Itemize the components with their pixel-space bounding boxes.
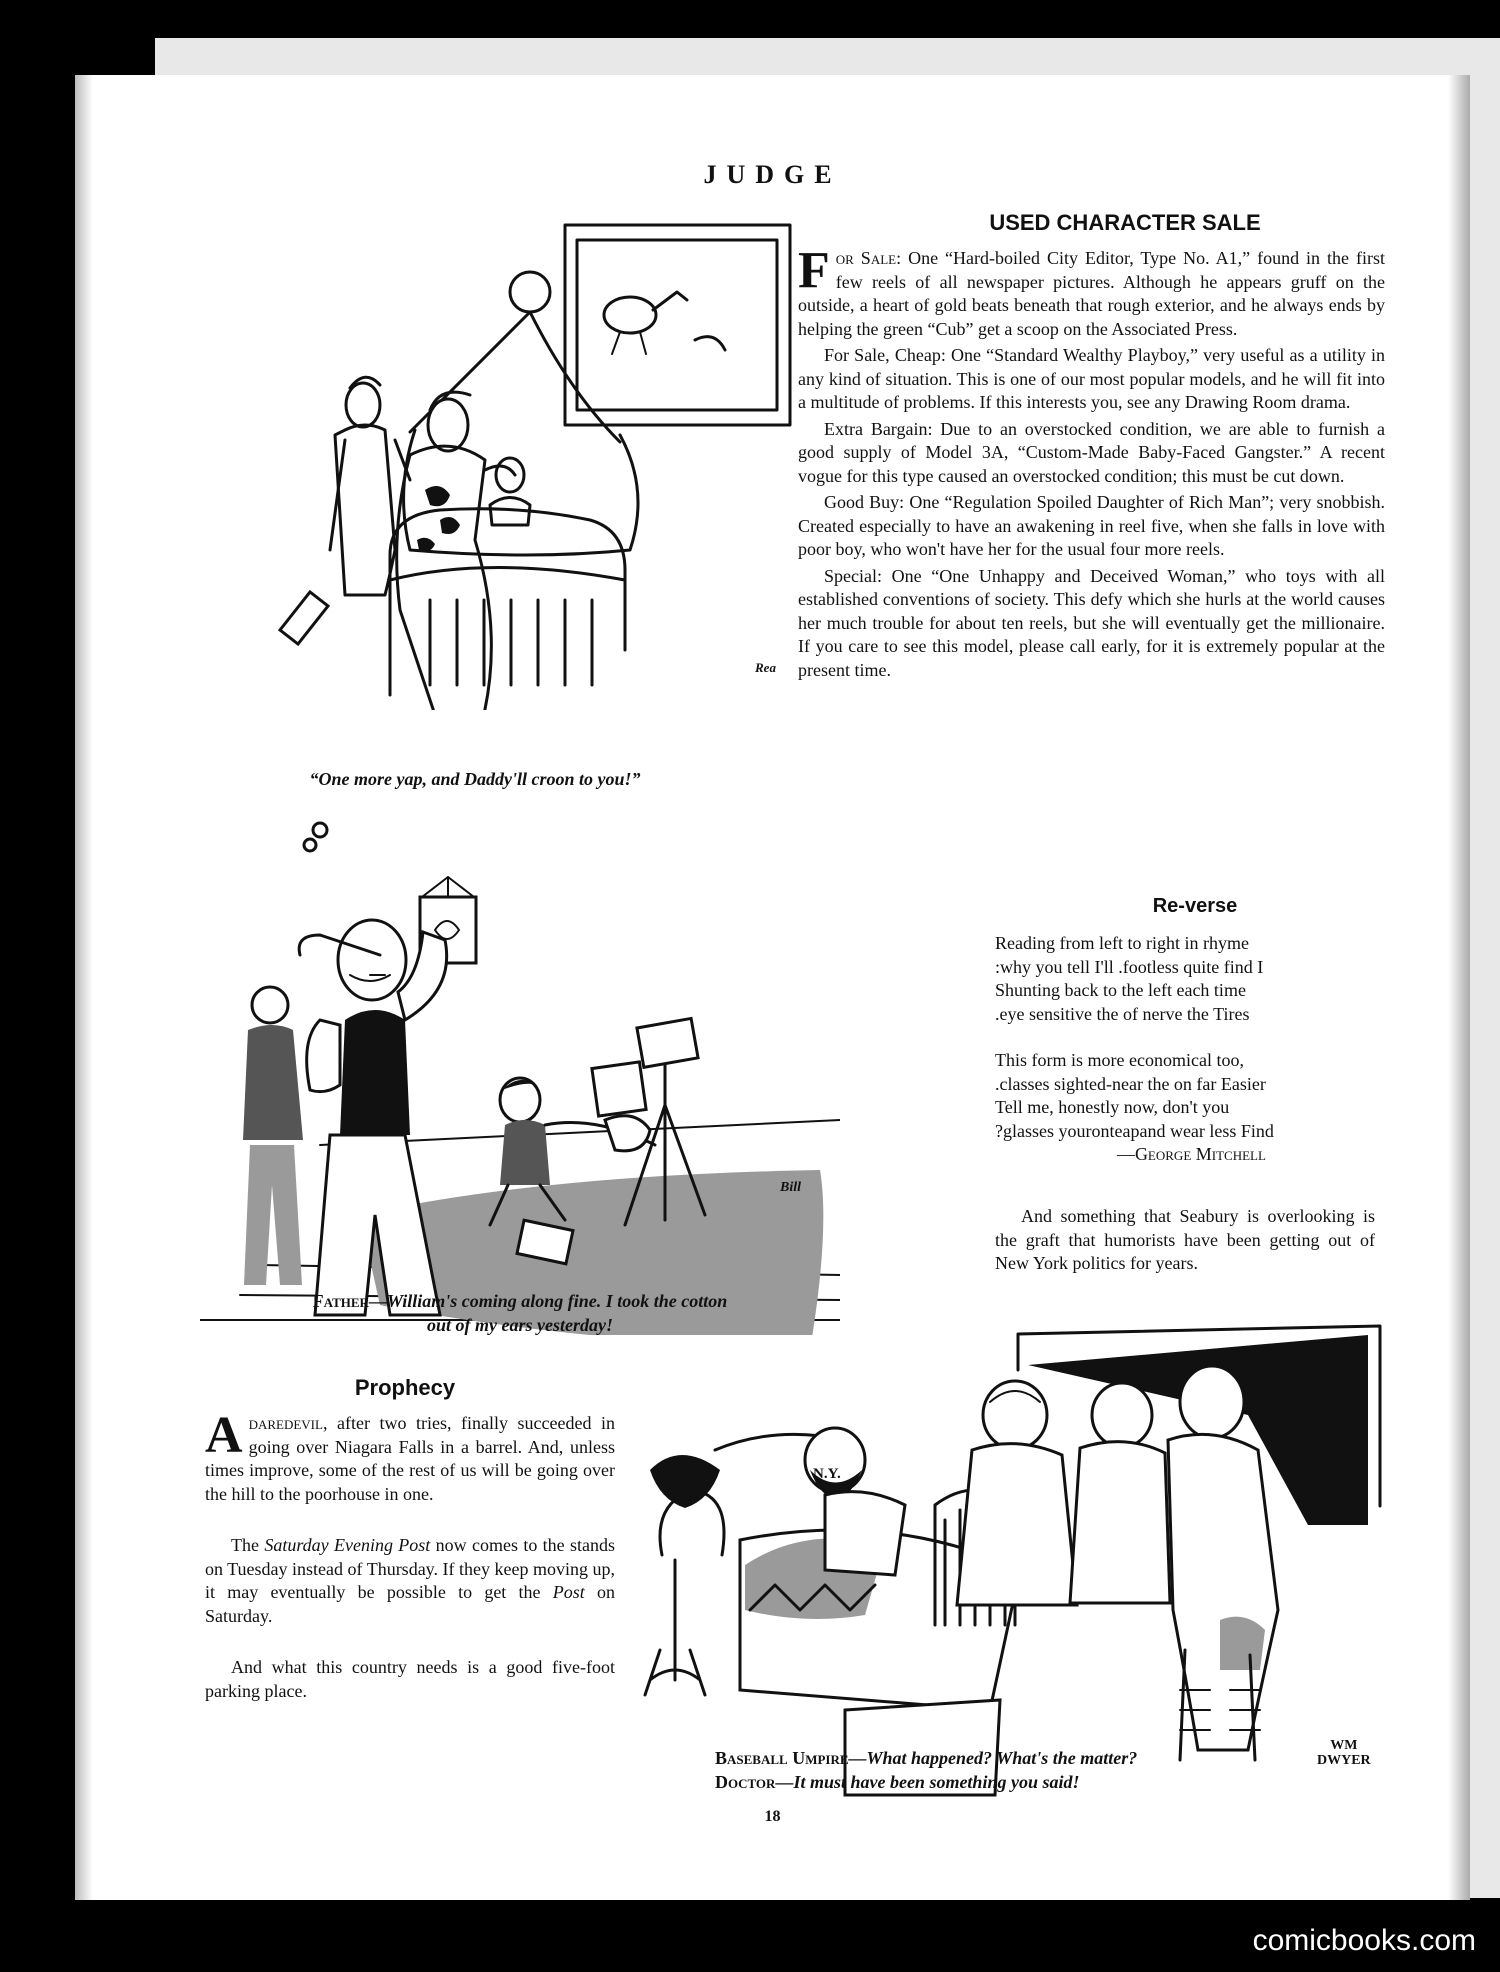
- poem-line: .eye sensitive the of nerve the Tires: [995, 1003, 1250, 1024]
- poem-line: Reading from left to right in rhyme: [995, 933, 1249, 953]
- cartoon-hospital-drawing: [620, 1320, 1400, 1810]
- cartoon-nursery-signature: Rea: [755, 660, 776, 675]
- dropcap-f: F: [798, 242, 830, 299]
- article-paragraph-4: Good Buy: One “Regulation Spoiled Daughter of Rich Man”; very snobbish. Created especially to have an awakening in reel five, when she falls in love with poor boy, who won't have her for the usual four more reels.: [798, 492, 1385, 559]
- jersey-lettering: N.Y.: [813, 1466, 841, 1482]
- poem-line: :why you tell I'll .footless quite find I: [995, 956, 1264, 977]
- masthead: JUDGE: [703, 160, 842, 189]
- page-number: 18: [764, 1808, 781, 1825]
- poem-title: Re-verse: [1152, 895, 1238, 917]
- poem-line: .classes sighted-near the on far Easier: [995, 1073, 1266, 1094]
- cartoon-nursery: [185, 220, 795, 710]
- cartoon-hospital-caption: Baseball Umpire—What happened? What's the matter? Doctor—It must have been something you said!: [715, 1748, 1138, 1792]
- poem-line: ?glasses youronteарand wear less Find: [995, 1120, 1274, 1141]
- cartoon-violin: [200, 815, 840, 1335]
- article-title: USED CHARACTER SALE: [989, 210, 1261, 235]
- magazine-page: [75, 75, 1470, 1900]
- article-paragraph-2: For Sale, Cheap: One “Standard Wealthy Playboy,” very useful as a utility in any kind of situation. This is one of our most popular models, and he will fit into a multitude of problems. If this interests you, see any Drawing Room drama.: [798, 345, 1385, 412]
- cartoon-violin-drawing: [200, 815, 840, 1335]
- seabury-note: And something that Seabury is overlooking is the graft that humorists have been getting out of New York politics for years.: [995, 1206, 1375, 1273]
- poem-line: Tell me, honestly now, don't you: [995, 1097, 1230, 1117]
- cartoon-nursery-drawing: [185, 220, 795, 710]
- prophecy-title: Prophecy: [354, 1375, 456, 1400]
- prophecy-column: [205, 1407, 616, 1706]
- watermark: comicbooks.com: [1252, 1924, 1476, 1957]
- poem-author: —George Mitchell: [1116, 1144, 1266, 1164]
- cartoon-nursery-caption: “One more yap, and Daddy'll croon to you!”: [309, 769, 641, 789]
- article-used-character-sale: [798, 242, 1385, 685]
- cartoon-violin-signature: Bill: [780, 1180, 802, 1195]
- prophecy-paragraph-3: And what this country needs is a good five-foot parking place.: [205, 1657, 615, 1701]
- poem-re-verse: [995, 932, 1274, 1167]
- dropcap-a: A: [205, 1407, 243, 1464]
- cartoon-violin-caption: Father—William's coming along fine. I took the cotton out of my ears yesterday!: [312, 1291, 728, 1335]
- article-paragraph-1: For Sale: One “Hard-boiled City Editor, Type No. A1,” found in the first few reels of all newspaper pictures. Although he appears gruff on the outside, a heart of gold beats beneath that rough exterior, and he always ends by helping the green “Cub” get a scoop on the Associated Press.: [798, 242, 1385, 339]
- article-paragraph-3: Extra Bargain: Due to an overstocked condition, we are able to furnish a good supply of Model 3A, “Custom-Made Baby-Faced Gangster.” A recent vogue for this type caused an overstocked condition; this must be cut down.: [798, 418, 1385, 486]
- article-paragraph-5: Special: One “One Unhappy and Deceived Woman,” who toys with all established conventions of society. This defy which she hurls at the world causes her much trouble for about ten reels, but she will eventually get the millionaire. If you care to see this model, please call early, for it is extremely popular at the present time.: [798, 565, 1385, 680]
- cartoon-hospital: [620, 1320, 1400, 1810]
- poem-line: Shunting back to the left each time: [995, 980, 1246, 1000]
- poem-line: This form is more economical too,: [995, 1050, 1244, 1070]
- cartoon-hospital-signature: WM DWYER: [1317, 1738, 1371, 1768]
- prophecy-paragraph-1: Adaredevil, after two tries, finally succeeded in going over Niagara Falls in a barrel. And, unless times improve, some of the rest of us will be going over the hill to the poorhouse in one.: [205, 1407, 615, 1504]
- stanza-break: [995, 1026, 1274, 1049]
- prophecy-paragraph-2: The Saturday Evening Post now comes to the stands on Tuesday instead of Thursday. If they keep moving up, it may eventually be possible to get the Post on Saturday.: [205, 1535, 616, 1626]
